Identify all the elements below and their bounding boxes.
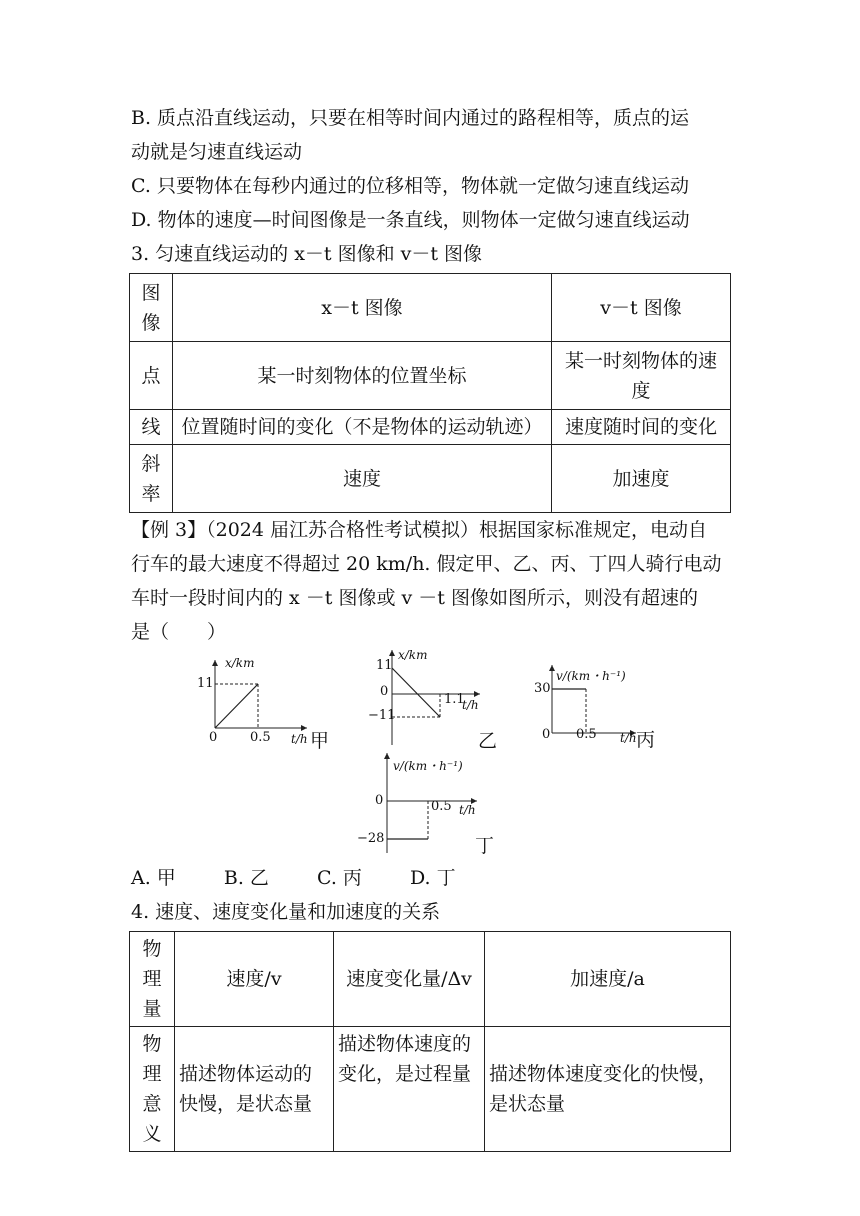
figure-ding-name: 丁	[475, 835, 495, 857]
figure-yi-xlabel: t/h	[462, 698, 479, 712]
figure-ding-origin: 0	[375, 793, 384, 808]
table2-header: 物理量	[130, 932, 175, 1027]
table2-cell: 描述物体速度的变化，是过程量	[334, 1027, 485, 1152]
figure-ding-xlabel: t/h	[459, 803, 476, 817]
option-d: D. 物体的速度—时间图像是一条直线，则物体一定做匀速直线运动	[131, 209, 690, 231]
table1-cell: 速度	[173, 445, 552, 513]
table1-cell: x－t 图像	[173, 274, 552, 342]
table1-cell: 图像	[130, 274, 173, 342]
figure-yi-xtick: 1.1	[444, 692, 465, 707]
figure-bing-ytick: 30	[534, 681, 551, 696]
figure-yi-origin: 0	[380, 684, 389, 699]
figure-jia-xlabel: t/h	[291, 732, 308, 746]
table1-cell: 位置随时间的变化（不是物体的运动轨迹）	[173, 410, 552, 445]
figure-yi-name: 乙	[478, 730, 498, 752]
figure-bing	[536, 665, 686, 759]
figure-jia-origin: 0	[209, 730, 218, 745]
table2-cell: 物理意义	[130, 1027, 175, 1152]
table1-cell: 某一时刻物体的位置坐标	[173, 342, 552, 410]
figure-bing-ylabel: v/(km・h⁻¹)	[556, 669, 626, 683]
table2-cell: 描述物体运动的快慢，是状态量	[175, 1027, 334, 1152]
table2-header: 加速度/a	[485, 932, 731, 1027]
figure-jia	[195, 656, 335, 754]
figure-ding	[357, 753, 505, 857]
figure-yi	[368, 650, 508, 754]
figure-jia-xtick: 0.5	[250, 730, 271, 745]
example-3-line2: 行车的最大速度不得超过 20 km/h. 假定甲、乙、丙、丁四人骑行电动	[131, 553, 722, 575]
figure-yi-ylabel: x/km	[398, 648, 428, 662]
figure-ding-xtick: 0.5	[431, 799, 452, 814]
velocity-relation-table	[129, 931, 731, 1152]
table2-header: 速度变化量/Δv	[334, 932, 485, 1027]
figure-jia-ylabel: x/km	[225, 656, 255, 670]
section-3-heading: 3. 匀速直线运动的 x－t 图像和 v－t 图像	[131, 243, 483, 265]
answer-options	[131, 864, 498, 892]
xt-vt-comparison-table	[129, 273, 731, 513]
answer-option-d[interactable]: D. 丁	[409, 867, 456, 889]
table1-cell: 某一时刻物体的速度	[552, 342, 731, 410]
table1-cell: 斜率	[130, 445, 173, 513]
example-3-line1: 【例 3】（2024 届江苏合格性考试模拟）根据国家标准规定，电动自	[131, 519, 708, 541]
figure-yi-ybot: −11	[368, 708, 396, 723]
figure-bing-name: 丙	[636, 729, 656, 751]
table1-cell: 加速度	[552, 445, 731, 513]
figure-yi-ytop: 11	[376, 658, 393, 673]
figure-bing-xlabel: t/h	[620, 731, 637, 745]
table2-header: 速度/v	[175, 932, 334, 1027]
table2-cell: 描述物体速度变化的快慢，是状态量	[485, 1027, 731, 1152]
option-c: C. 只要物体在每秒内通过的位移相等，物体就一定做匀速直线运动	[131, 175, 689, 197]
example-3-line3: 车时一段时间内的 x －t 图像或 v －t 图像如图所示，则没有超速的	[131, 587, 698, 609]
answer-option-a[interactable]: A. 甲	[131, 867, 176, 889]
figure-ding-ybot: −28	[357, 831, 385, 846]
option-b-line1: B. 质点沿直线运动，只要在相等时间内通过的路程相等，质点的运	[131, 107, 690, 129]
option-b-line2: 动就是匀速直线运动	[131, 141, 303, 163]
figure-bing-origin: 0	[542, 727, 551, 742]
figure-jia-name: 甲	[310, 730, 330, 752]
table1-cell: 点	[130, 342, 173, 410]
section-4-heading: 4. 速度、速度变化量和加速度的关系	[131, 901, 441, 923]
answer-option-b[interactable]: B. 乙	[223, 867, 269, 889]
answer-option-c[interactable]: C. 丙	[316, 867, 362, 889]
table1-cell: 线	[130, 410, 173, 445]
figure-ding-ylabel: v/(km・h⁻¹)	[393, 759, 463, 773]
table1-cell: v－t 图像	[552, 274, 731, 342]
figure-jia-ytick: 11	[197, 676, 214, 691]
table1-cell: 速度随时间的变化	[552, 410, 731, 445]
figure-bing-xtick: 0.5	[576, 727, 597, 742]
example-3-line4: 是（ ）	[131, 621, 227, 643]
